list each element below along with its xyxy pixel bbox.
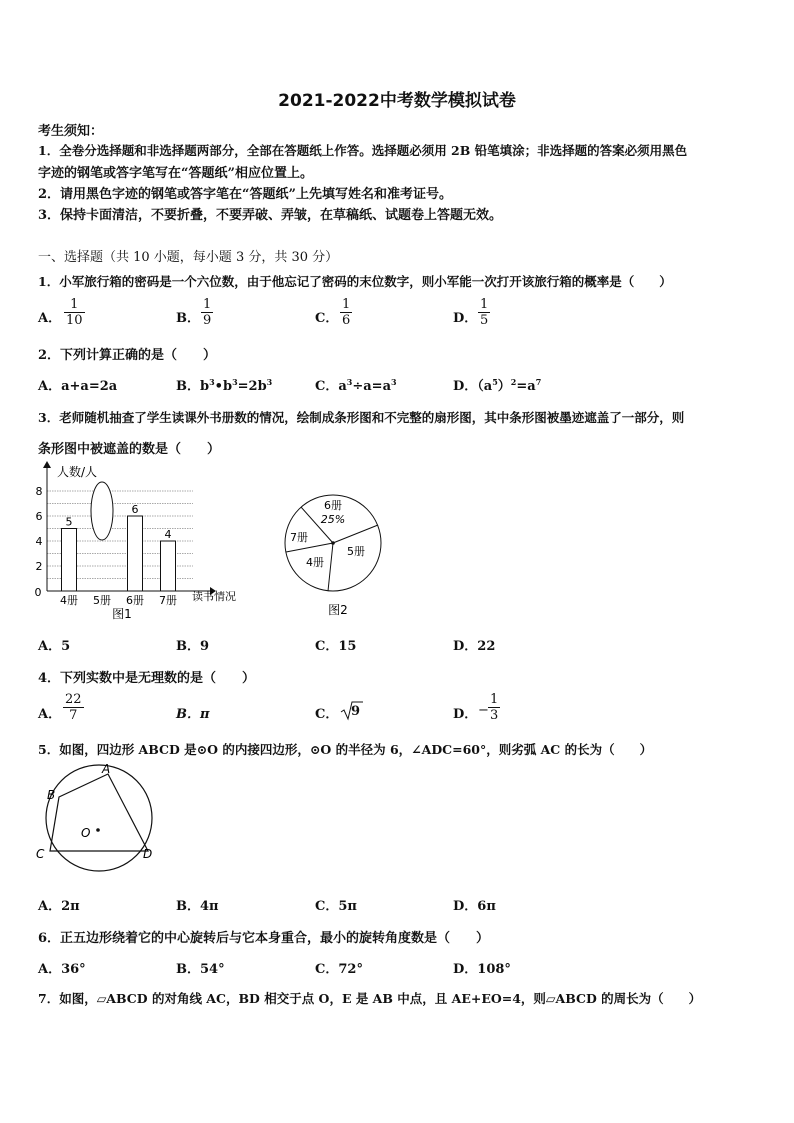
q1-option-d-fraction: 1 5 [480,297,489,328]
pie-annotation-25: 25% [320,513,346,526]
point-d-label: D [143,847,153,861]
q4-label-a: A． [38,707,62,722]
q4-option-c-radicand: 9 [351,704,361,719]
q5-circle-figure [30,762,160,872]
center-o-dot [96,828,100,832]
q4-stem: 4．下列实数中是无理数的是（ ） [38,671,256,686]
bar-value-label: 5 [65,515,73,529]
bar-chart [30,460,260,625]
q2-option-b: B．$b^3•b^3=2b^3$ [176,377,273,394]
q1-option-a-fraction: 1 10 [66,297,83,328]
q2-option-a: A．a+a=2a [38,379,118,394]
q1-label-a: A． [38,311,62,326]
q2-option-c: C．$a^3\div a=a^3$ [315,377,397,394]
q1-option-c-fraction: 1 6 [342,297,351,328]
q1-stem: 1．小军旅行箱的密码是一个六位数，由于他忘记了密码的末位数字，则小军能一次打开该旅行箱的概率是（ ） [38,274,672,289]
pie-label-7: 7册 [290,531,308,544]
section-heading: 一、选择题（共 10 小题，每小题 3 分，共 30 分） [38,250,339,265]
y-axis-arrow-icon [43,461,51,468]
ink-blot [91,482,113,540]
bar-chart-caption: 图1 [112,607,132,621]
x-tick-label: 6册 [126,594,144,607]
point-b-label: B [47,788,56,802]
page-title: 2021-2022中考数学模拟试卷 [278,91,516,111]
y-tick-label: 2 [35,560,43,573]
bar-6册 [128,516,143,591]
pie-chart [270,488,400,623]
q3-option-b: B．9 [176,639,210,654]
q4-option-d-sign: − [478,703,489,718]
q4-option-a-fraction: 22 7 [65,692,82,723]
x-tick-label: 5册 [93,594,111,607]
y-tick-label: 0 [34,586,42,599]
q4-label-d: D． [453,707,478,722]
q2-option-d: D．$(a^5)^2=a^7$ [453,377,542,394]
q1-label-d: D． [453,311,478,326]
q5-option-a: A．2π [38,899,80,914]
q1-label-c: C． [315,311,339,326]
q3-option-d: D．22 [453,639,496,654]
q6-option-c: C．72° [315,962,363,977]
y-axis-label: 人数/人 [57,465,98,479]
circle-o [46,765,152,871]
q5-stem: 5．如图，四边形 ABCD 是⊙O 的内接四边形，⊙O 的半径为 6，∠ADC=60°，则劣弧 AC 的长为（ ） [38,742,653,757]
quadrilateral-abcd [50,774,148,851]
q6-option-a: A．36° [38,962,86,977]
y-tick-label: 4 [35,535,43,548]
q6-option-d: D．108° [453,962,511,977]
q2-stem: 2．下列计算正确的是（ ） [38,348,217,363]
q5-option-b: B．4π [176,899,219,914]
pie-label-5: 5册 [347,545,365,558]
point-a-label: A [102,762,111,776]
x-tick-label: 4册 [60,594,78,607]
q5-option-d: D．6π [453,899,496,914]
notice-line-1a: 1．全卷分选择题和非选择题两部分，全部在答题纸上作答。选择题必须用 2B 铅笔填涂；非选择题的答案必须用黑色 [38,143,688,158]
pie-label-4: 4册 [306,556,324,569]
q3-option-a: A．5 [38,639,71,654]
pie-label-6: 6册 [324,499,342,512]
x-axis-label: 读书情况 [192,590,236,603]
bar-value-label: 4 [164,528,172,541]
notice-line-3: 3．保持卡面清洁，不要折叠，不要弄破、弄皱，在草稿纸、试题卷上答题无效。 [38,208,503,223]
q6-option-b: B．54° [176,962,225,977]
y-tick-label: 6 [35,510,43,523]
q3-stem-line-1: 3．老师随机抽查了学生读课外书册数的情况，绘制成条形图和不完整的扇形图，其中条形图被墨迹遮盖了一部分，则 [38,410,685,425]
q7-stem: 7．如图，▱ABCD 的对角线 AC，BD 相交于点 O，E 是 AB 中点，且 AE+EO=4，则▱ABCD 的周长为（ ） [38,991,702,1006]
bar-7册 [161,541,176,591]
q4-label-c: C． [315,707,339,722]
bar-value-label: 6 [131,503,139,516]
pie-chart-caption: 图2 [328,603,348,617]
q6-stem: 6．正五边形绕着它的中心旋转后与它本身重合，最小的旋转角度数是（ ） [38,931,490,946]
q1-option-b-fraction: 1 9 [203,297,212,328]
notice-line-1b: 字迹的钢笔或答字笔写在“答题纸”相应位置上。 [38,166,313,181]
pie-center-dot [331,541,335,545]
q5-option-c: C．5π [315,899,357,914]
notice-line-2: 2．请用黑色字迹的钢笔或答字笔在“答题纸”上先填写姓名和准考证号。 [38,187,453,202]
bar-4册 [62,529,77,592]
q4-option-d-fraction: 1 3 [490,692,499,723]
q1-label-b: B． [176,311,200,326]
q4-option-b: B．π [176,707,210,722]
point-o-label: O [81,826,91,840]
notice-heading: 考生须知： [38,124,104,139]
y-tick-label: 8 [35,485,43,498]
point-c-label: C [36,847,45,861]
q3-option-c: C．15 [315,639,357,654]
x-tick-label: 7册 [159,594,177,607]
q3-stem-line-2: 条形图中被遮盖的数是（ ） [38,442,221,457]
